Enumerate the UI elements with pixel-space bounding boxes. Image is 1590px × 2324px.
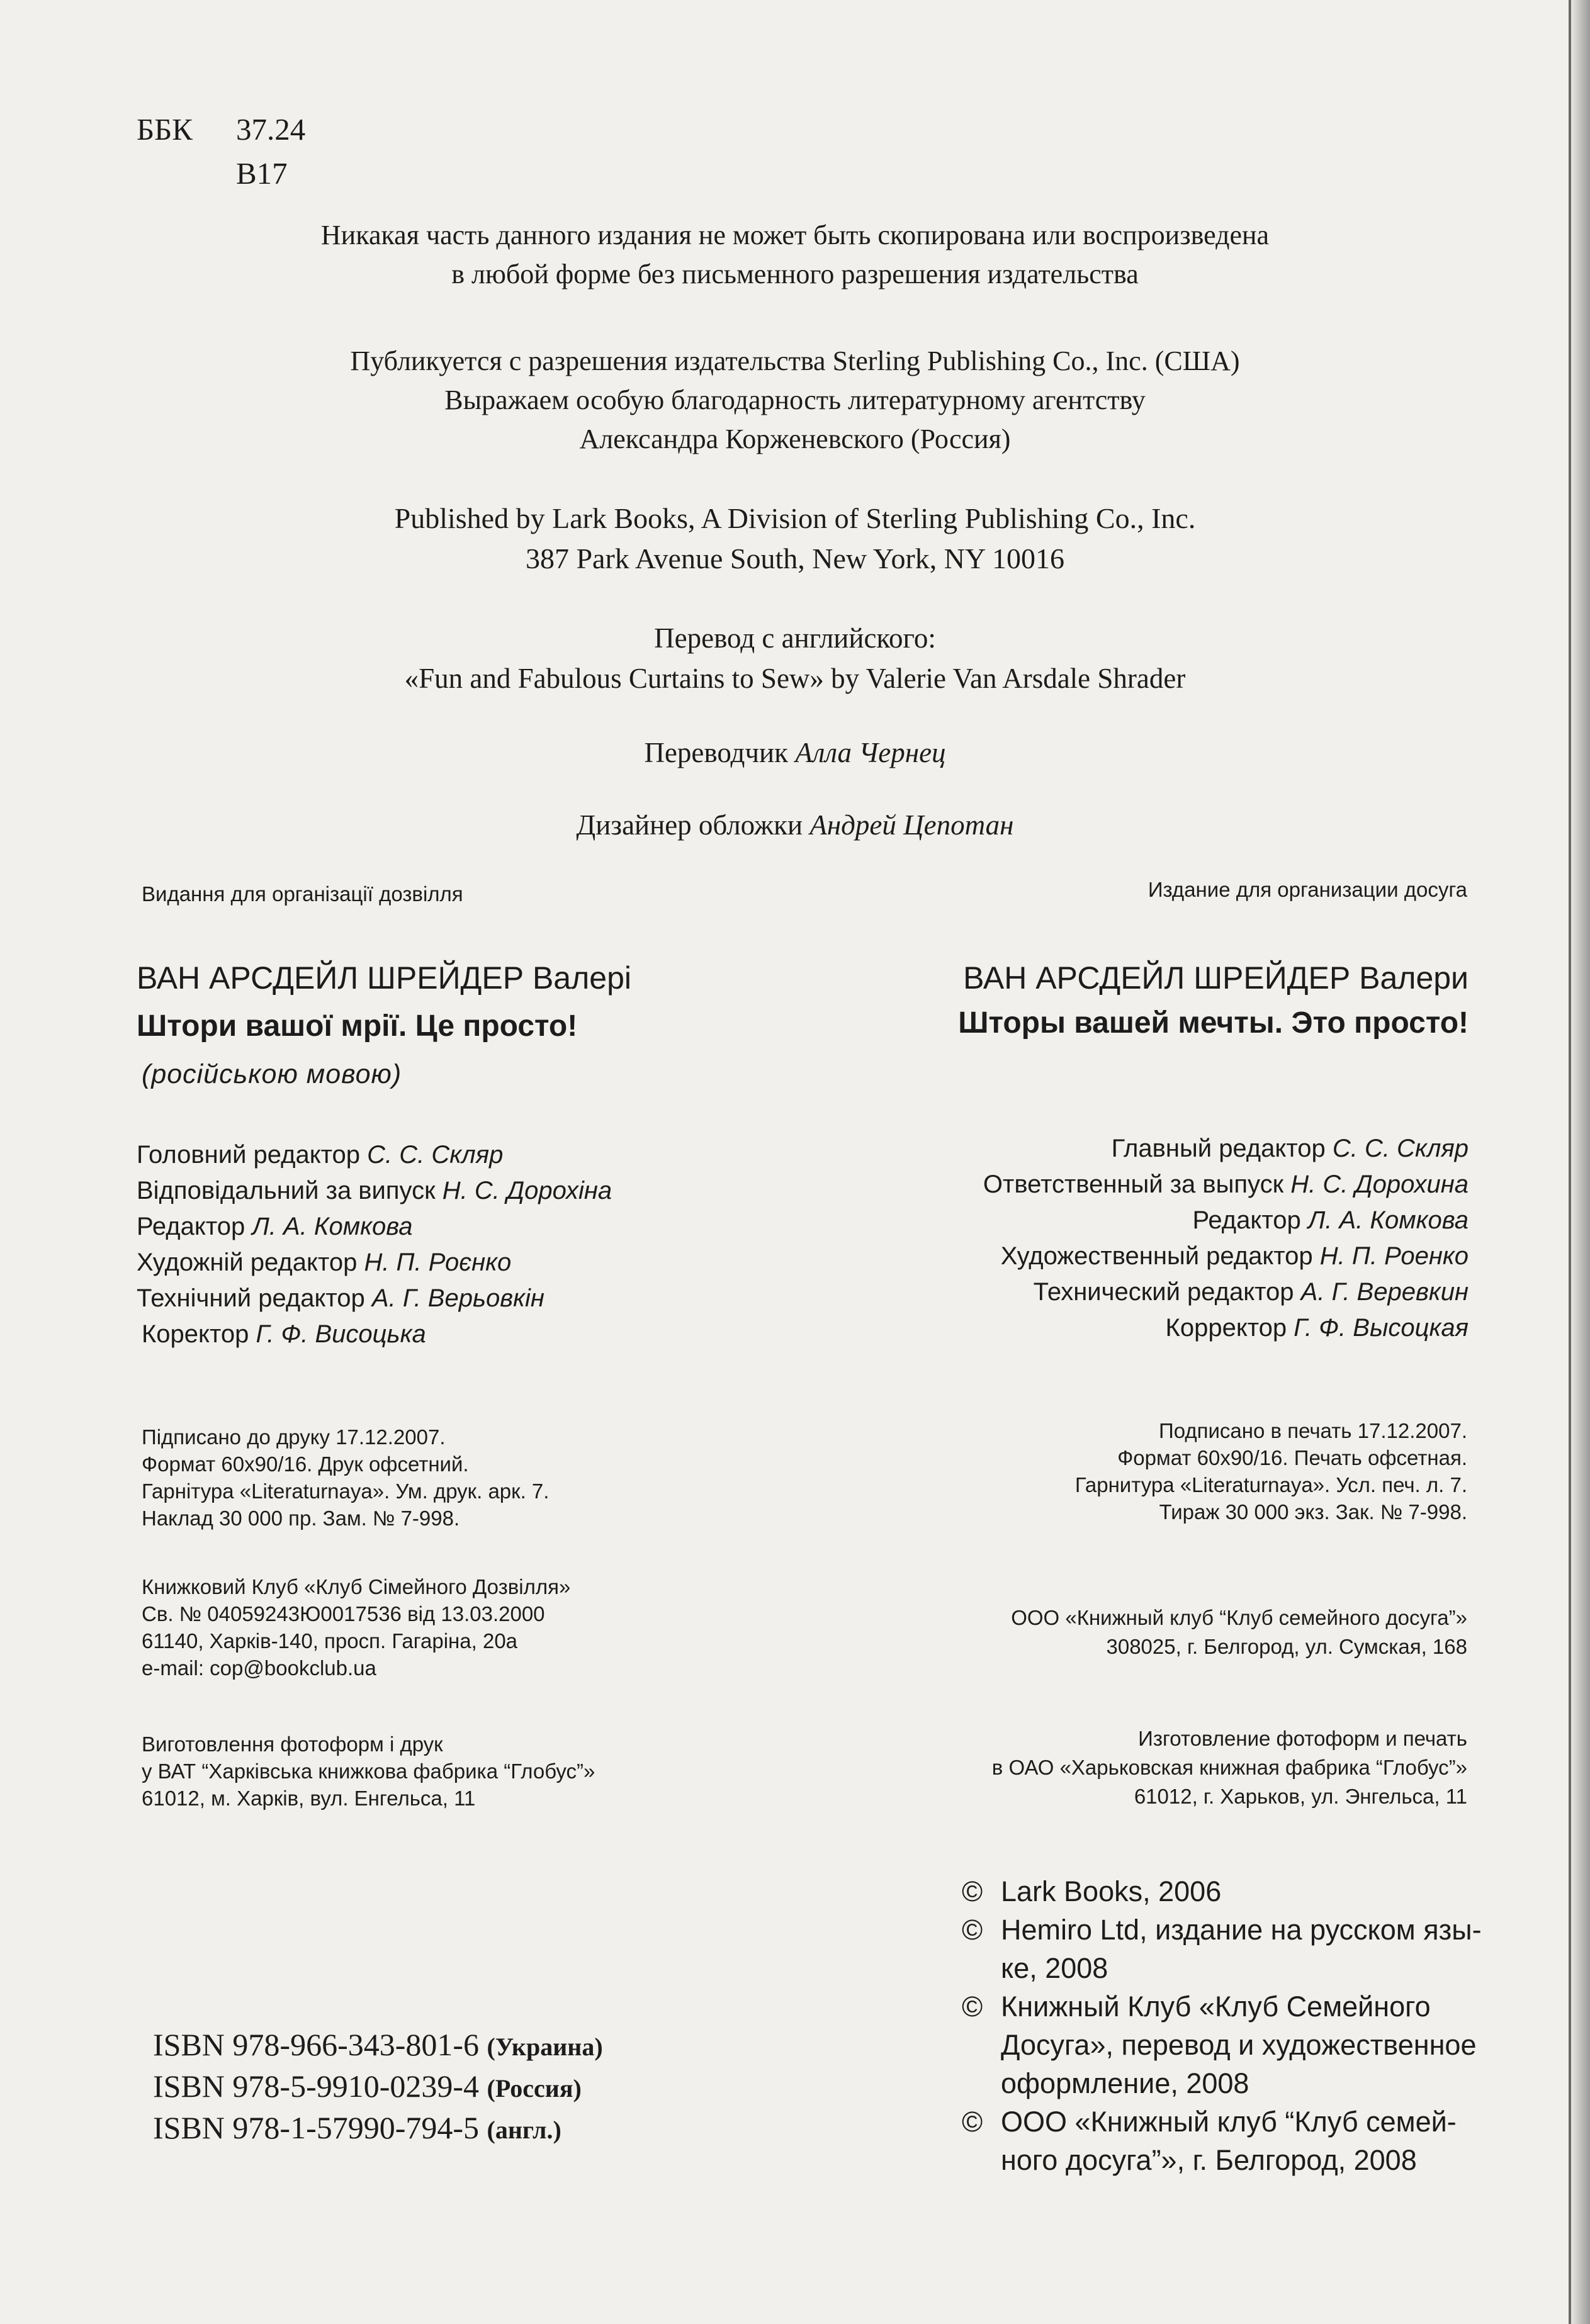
translator-credit	[0, 736, 1590, 769]
right-printing-info	[992, 1724, 1467, 1811]
original-title: «Fun and Fabulous Curtains to Sew» by Valerie Van Arsdale Shrader	[404, 663, 1186, 694]
bbk-code: 37.24	[236, 112, 306, 147]
isbn-country: (Россия)	[487, 2074, 582, 2102]
publisher-line: Published by Lark Books, A Division of Sterling Publishing Co., Inc.	[394, 502, 1196, 534]
right-printing-line: Изготовление фотоформ и печать	[1138, 1727, 1467, 1750]
left-club-line: Св. № 04059243Ю0017536 від 13.03.2000	[142, 1602, 545, 1625]
designer-credit	[0, 809, 1590, 841]
designer-role: Дизайнер обложки	[576, 809, 803, 841]
right-title: Шторы вашей мечты. Это просто!	[958, 1006, 1469, 1040]
isbn-number: ISBN 978-966-343-801-6	[153, 2027, 480, 2062]
left-author: ВАН АРСДЕЙЛ ШРЕЙДЕР Валері	[137, 960, 632, 996]
right-staff-item: Ответственный за выпуск Н. С. Дорохина	[983, 1170, 1469, 1198]
left-staff-item: Відповідальний за випуск Н. С. Дорохіна	[137, 1177, 612, 1204]
publisher-info	[0, 498, 1590, 579]
notice-line: в любой форме без письменного разрешения издательства	[451, 259, 1139, 289]
isbn-list	[153, 2025, 603, 2150]
right-club-info	[1011, 1603, 1467, 1661]
copyright-entry: Досуга», перевод и художественное	[1001, 2029, 1477, 2061]
right-print-line: Тираж 30 000 экз. Зак. № 7-998.	[1159, 1500, 1467, 1524]
left-staff-item: Коректор Г. Ф. Висоцька	[142, 1320, 426, 1348]
right-print-line: Гарнитура «Literaturnaya». Усл. печ. л. 7.	[1074, 1473, 1467, 1496]
isbn-line	[153, 2025, 603, 2067]
right-printing-line: 61012, г. Харьков, ул. Энгельса, 11	[1134, 1785, 1467, 1808]
left-print-line: Наклад 30 000 пр. Зам. № 7-998.	[142, 1507, 460, 1530]
isbn-number: ISBN 978-5-9910-0239-4	[153, 2069, 480, 2104]
permission-line: Александра Корженевского (Россия)	[579, 424, 1011, 454]
publisher-address: 387 Park Avenue South, New York, NY 10016	[525, 542, 1065, 575]
right-club-line: ООО «Книжный клуб “Клуб семейного досуга”»	[1011, 1606, 1467, 1629]
left-staff-item: Редактор Л. А. Комкова	[137, 1213, 413, 1240]
designer-name: Андрей Цепотан	[809, 809, 1014, 841]
isbn-line	[153, 2067, 603, 2108]
left-club-line: 61140, Харків-140, просп. Гагаріна, 20а	[142, 1629, 518, 1653]
left-club-info	[142, 1573, 570, 1681]
copyright-entry: © Книжный Клуб «Клуб Семейного	[962, 1987, 1482, 2026]
translation-info	[0, 618, 1590, 699]
left-language-note: (російською мовою)	[142, 1059, 402, 1089]
left-print-line: Підписано до друку 17.12.2007.	[142, 1425, 446, 1449]
copyright-symbol: ©	[962, 1990, 983, 2023]
copyright-entry: ке, 2008	[1001, 1952, 1108, 1984]
left-printing-line: у ВАТ “Харківська книжкова фабрика “Глобус”»	[142, 1760, 595, 1783]
permission-line: Выражаем особую благодарность литературному агентству	[444, 385, 1146, 415]
copyright-notice	[0, 216, 1590, 294]
right-staff-item: Главный редактор С. С. Скляр	[1111, 1135, 1469, 1162]
bbk-label: ББК	[137, 112, 193, 147]
isbn-country: (англ.)	[487, 2116, 561, 2144]
left-staff-list	[137, 1137, 612, 1352]
left-club-line: e-mail: cop@bookclub.ua	[142, 1656, 376, 1680]
left-print-line: Формат 60x90/16. Друк офсетний.	[142, 1452, 469, 1476]
right-print-info	[1075, 1417, 1467, 1525]
isbn-number: ISBN 978-1-57990-794-5	[153, 2110, 480, 2145]
bbk-author-code: В17	[236, 156, 288, 191]
left-printing-info	[142, 1731, 595, 1812]
left-staff-item: Художній редактор Н. П. Роєнко	[137, 1249, 512, 1276]
right-staff-list	[983, 1131, 1469, 1346]
translation-line: Перевод с английского:	[654, 622, 936, 654]
left-edition-note: Видання для організації дозвілля	[142, 882, 463, 906]
right-print-line: Формат 60x90/16. Печать офсетная.	[1117, 1446, 1467, 1469]
right-printing-line: в ОАО «Харьковская книжная фабрика “Глобус”»	[991, 1756, 1467, 1779]
right-author: ВАН АРСДЕЙЛ ШРЕЙДЕР Валери	[963, 960, 1469, 996]
left-print-line: Гарнітура «Literaturnaya». Ум. друк. арк. 7.	[142, 1479, 550, 1503]
copyright-entry: оформление, 2008	[1001, 2067, 1249, 2099]
right-club-line: 308025, г. Белгород, ул. Сумская, 168	[1106, 1635, 1467, 1658]
notice-line: Никакая часть данного издания не может быть скопирована или воспроизведена	[320, 220, 1270, 250]
right-staff-item: Технический редактор А. Г. Веревкин	[1033, 1278, 1469, 1306]
left-club-line: Книжковий Клуб «Клуб Сімейного Дозвілля»	[142, 1575, 571, 1598]
permission-notice	[0, 342, 1590, 459]
copyright-symbol: ©	[962, 2106, 983, 2138]
left-printing-line: 61012, м. Харків, вул. Енгельса, 11	[142, 1787, 476, 1810]
right-staff-item: Художественный редактор Н. П. Роенко	[1000, 1242, 1469, 1270]
copyright-entry: © ООО «Книжный клуб “Клуб семей-	[962, 2102, 1482, 2141]
right-edition-note: Издание для организации досуга	[1147, 878, 1467, 901]
copyright-entry: ного досуга”», г. Белгород, 2008	[1001, 2144, 1417, 2176]
copyright-entry: © Lark Books, 2006	[962, 1872, 1482, 1911]
copyright-symbol: ©	[962, 1914, 983, 1946]
left-printing-line: Виготовлення фотоформ і друк	[142, 1732, 443, 1756]
right-staff-item: Редактор Л. А. Комкова	[1192, 1206, 1469, 1234]
copyright-entry: © Hemiro Ltd, издание на русском язы-	[962, 1911, 1482, 1949]
copyright-symbol: ©	[962, 1875, 983, 1907]
isbn-line	[153, 2108, 603, 2150]
isbn-country: (Украина)	[487, 2033, 603, 2061]
left-staff-item: Технічний редактор А. Г. Верьовкін	[137, 1284, 544, 1312]
translator-role: Переводчик	[644, 737, 788, 768]
right-print-line: Подписано в печать 17.12.2007.	[1159, 1419, 1467, 1442]
left-title: Штори вашої мрії. Це просто!	[137, 1009, 578, 1043]
left-staff-item: Головний редактор С. С. Скляр	[137, 1141, 504, 1169]
permission-line: Публикуется с разрешения издательства Sterling Publishing Co., Inc. (США)	[350, 345, 1240, 376]
left-print-info	[142, 1423, 549, 1532]
right-staff-item: Корректор Г. Ф. Высоцкая	[1165, 1314, 1469, 1342]
translator-name: Алла Чернец	[795, 737, 946, 768]
copyright-block	[962, 1872, 1482, 2179]
